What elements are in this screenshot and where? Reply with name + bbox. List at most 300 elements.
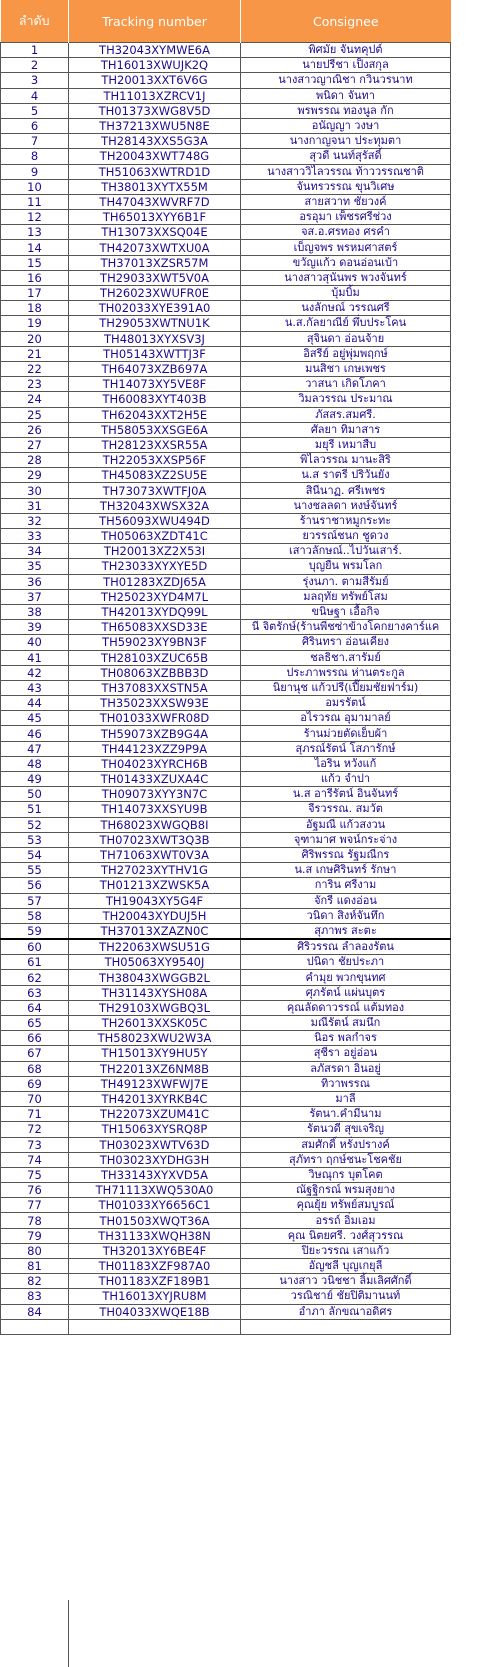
tracking-number-cell: TH47043XWVRF7D [69,194,241,209]
row-number-cell: 67 [1,1046,69,1061]
row-number-cell: 61 [1,955,69,970]
table-row [1,1228,451,1243]
table-row [1,832,451,847]
consignee-cell: สุภัทรา ฤกษ์ชนะโชคชัย [241,1152,451,1167]
table-row [1,407,451,422]
consignee-cell: สุชีรา อยู่อ่อน [241,1046,451,1061]
tracking-number-cell: TH29033XWT5V0A [69,270,241,285]
consignee-cell: พรพรรณ ทองนูล กัก [241,103,451,118]
header-tracking-number: Tracking number [69,0,241,43]
row-number-cell: 25 [1,407,69,422]
row-number-cell: 7 [1,134,69,149]
row-number-cell: 59 [1,923,69,939]
row-number-cell: 58 [1,908,69,923]
tracking-number-cell: TH16013XYJRU8M [69,1289,241,1304]
table-row [1,361,451,376]
tracking-number-cell: TH19043XY5G4F [69,893,241,908]
tracking-number-cell: TH65083XXSD33E [69,620,241,635]
table-row [1,286,451,301]
table-row [1,225,451,240]
row-number-cell: 10 [1,179,69,194]
tracking-number-cell: TH01033XWFR08D [69,711,241,726]
empty-cell-border [0,1600,69,1667]
row-number-cell: 34 [1,544,69,559]
tracking-number-cell: TH31143XYSH08A [69,985,241,1000]
row-number-cell: 69 [1,1076,69,1091]
tracking-number-cell: TH38013XYTX55M [69,179,241,194]
consignee-cell: รุ่งนภา. ตามสีรัมย์ [241,574,451,589]
tracking-number-cell: TH42013XYDQ99L [69,604,241,619]
consignee-cell: การิน ศรีงาม [241,878,451,893]
tracking-number-cell: TH60083XYT403B [69,392,241,407]
consignee-cell: วิมลวรรณ ประมาณ [241,392,451,407]
consignee-cell: ศัลยา ทิมาสาร [241,422,451,437]
row-number-cell: 72 [1,1122,69,1137]
table-row [1,574,451,589]
tracking-number-cell: TH59023XY9BN3F [69,635,241,650]
row-number-cell: 40 [1,635,69,650]
table-row [1,1213,451,1228]
row-number-cell: 49 [1,772,69,787]
consignee-cell: จีรวรรณ. สมวัต [241,802,451,817]
tracking-number-cell: TH01213XZWSK5A [69,878,241,893]
tracking-number-cell: TH01283XZDJ65A [69,574,241,589]
consignee-cell: อิสรีย์ อยู่พุ่มพฤกษ์ [241,346,451,361]
table-row [1,210,451,225]
row-number-cell: 16 [1,270,69,285]
row-number-cell: 68 [1,1061,69,1076]
table-row [1,58,451,73]
table-row [1,696,451,711]
tracking-number-cell: TH04023XYRCH6B [69,756,241,771]
table-row [1,483,451,498]
table-row [1,1259,451,1274]
consignee-cell: น.ส ราตรี ปริวันยัง [241,468,451,483]
table-row [1,650,451,665]
row-number-cell: 38 [1,604,69,619]
tracking-number-cell: TH42013XYRKB4C [69,1091,241,1106]
consignee-cell: สุภาพร สะตะ [241,923,451,939]
row-number-cell: 3 [1,73,69,88]
table-row [1,513,451,528]
consignee-cell: รัตนวดี สุขเจริญ [241,1122,451,1137]
table-row [1,756,451,771]
row-number-cell: 80 [1,1243,69,1258]
table-row [1,908,451,923]
table-row [1,787,451,802]
row-number-cell: 47 [1,741,69,756]
tracking-number-cell: TH28143XXS5G3A [69,134,241,149]
tracking-number-cell: TH42073XWTXU0A [69,240,241,255]
consignee-cell: ปนิดา ชัยประภา [241,955,451,970]
tracking-number-cell: TH58053XXSGE6A [69,422,241,437]
consignee-cell: จส.อ.ศรทอง ศรคำ [241,225,451,240]
tracking-number-cell: TH65013XYY6B1F [69,210,241,225]
row-number-cell: 23 [1,377,69,392]
row-number-cell: 42 [1,665,69,680]
tracking-number-cell: TH08063XZBBB3D [69,665,241,680]
tracking-number-cell: TH25023XYD4M7L [69,589,241,604]
row-number-cell: 62 [1,970,69,985]
tracking-number-cell: TH20043XYDUJ5H [69,908,241,923]
tracking-number-cell: TH01503XWQT36A [69,1213,241,1228]
tracking-number-cell: TH14073XXSYU9B [69,802,241,817]
table-row [1,1107,451,1122]
consignee-cell: รัตนา.คำมีนาม [241,1107,451,1122]
tracking-number-cell: TH33143XYXVD5A [69,1167,241,1182]
tracking-number-cell: TH28103XZUC65B [69,650,241,665]
row-number-cell: 6 [1,118,69,133]
row-number-cell: 15 [1,255,69,270]
header-row [1,0,451,43]
row-number-cell: 19 [1,316,69,331]
tracking-number-cell: TH32013XY6BE4F [69,1243,241,1258]
tracking-number-cell: TH15063XYSRQ8P [69,1122,241,1137]
tracking-number-cell: TH45083XZ2SU5E [69,468,241,483]
tracking-number-cell: TH64073XZB697A [69,361,241,376]
table-row [1,635,451,650]
table-row [1,1183,451,1198]
table-row [1,955,451,970]
tracking-number-cell: TH28123XXSR55A [69,437,241,452]
table-row [1,1122,451,1137]
consignee-cell: สุวดี นนท์สุรัสดิ์ [241,149,451,164]
table-row [1,316,451,331]
tracking-number-cell: TH29103XWGBQ3L [69,1000,241,1015]
table-row [1,422,451,437]
tracking-number-cell: TH02033XYE391A0 [69,301,241,316]
table-row [1,240,451,255]
tracking-number-cell: TH22053XXSP56F [69,453,241,468]
header-consignee: Consignee [241,0,451,43]
row-number-cell: 43 [1,680,69,695]
row-number-cell: 45 [1,711,69,726]
consignee-cell: ขนิษฐา เอื้อกิจ [241,604,451,619]
row-number-cell: 21 [1,346,69,361]
table-row [1,1091,451,1106]
consignee-cell: นางชลลดา หงษ์จันทร์ [241,498,451,513]
table-row [1,1046,451,1061]
tracking-number-cell: TH11013XZRCV1J [69,88,241,103]
tracking-number-cell: TH16013XWUJK2Q [69,58,241,73]
row-number-cell: 60 [1,939,69,955]
empty-cell [1,1319,69,1334]
table-row [1,741,451,756]
table-row [1,970,451,985]
consignee-cell: ปิยะวรรณ เสาแก้ว [241,1243,451,1258]
tracking-number-cell: TH68023XWGQB8I [69,817,241,832]
tracking-number-cell: TH32043XYMWE6A [69,43,241,58]
tracking-number-cell: TH37213XWU5N8E [69,118,241,133]
consignee-cell: ศุภรัตน์ แผ่นบุตร [241,985,451,1000]
consignee-cell: วิษณุกร บุตโคต [241,1167,451,1182]
table-row [1,301,451,316]
consignee-cell: ณัฐฐิกรณ์ พรมสุงยาง [241,1183,451,1198]
row-number-cell: 35 [1,559,69,574]
tracking-number-cell: TH48013XYXSV3J [69,331,241,346]
table-body [1,43,451,1335]
row-number-cell: 28 [1,453,69,468]
consignee-cell: นงลักษณ์ วรรณศรี [241,301,451,316]
row-number-cell: 71 [1,1107,69,1122]
table-row [1,529,451,544]
consignee-cell: ประภาพรรณ ห่านตระกูล [241,665,451,680]
tracking-number-cell: TH03023XYDHG3H [69,1152,241,1167]
empty-row [1,1319,451,1334]
tracking-number-cell: TH31133XWQH38N [69,1228,241,1243]
row-number-cell: 83 [1,1289,69,1304]
consignee-cell: พิศมัย จันทคุปต์ [241,43,451,58]
row-number-cell: 1 [1,43,69,58]
table-row [1,1000,451,1015]
tracking-number-cell: TH49123XWFWJ7E [69,1076,241,1091]
consignee-cell: เบ็ญจพร พรหมศาสตร์ [241,240,451,255]
row-number-cell: 76 [1,1183,69,1198]
consignee-cell: นิยานุช แก้วปรี(เปี๊ยมชัยฟาร์ม) [241,680,451,695]
consignee-cell: อัฐมณี แก้วสงวน [241,817,451,832]
tracking-number-cell: TH14073XY5VE8F [69,377,241,392]
consignee-cell: มาลี [241,1091,451,1106]
table-row [1,149,451,164]
tracking-number-cell: TH20013XZ2X53I [69,544,241,559]
row-number-cell: 74 [1,1152,69,1167]
row-number-cell: 53 [1,832,69,847]
consignee-cell: พิไลวรรณ มานะสิริ [241,453,451,468]
consignee-cell: บุ้มบิ้ม [241,286,451,301]
row-number-cell: 46 [1,726,69,741]
consignee-cell: น.ส อารีรัตน์ อินจันทร์ [241,787,451,802]
table-row [1,544,451,559]
tracking-number-cell: TH01033XY6656C1 [69,1198,241,1213]
tracking-number-cell: TH20013XXT6V6G [69,73,241,88]
table-row [1,1016,451,1031]
table-row [1,255,451,270]
table-row [1,43,451,58]
row-number-cell: 39 [1,620,69,635]
table-row [1,118,451,133]
row-number-cell: 11 [1,194,69,209]
tracking-number-cell: TH59073XZB9G4A [69,726,241,741]
tracking-number-cell: TH26023XWUFR0E [69,286,241,301]
table-row [1,498,451,513]
row-number-cell: 65 [1,1016,69,1031]
consignee-cell: แก้ว จำปา [241,772,451,787]
consignee-cell: มลฤทัย ทรัพย์โสม [241,589,451,604]
row-number-cell: 26 [1,422,69,437]
consignee-cell: นิอร พลกำจร [241,1031,451,1046]
tracking-number-cell: TH37013XZAZN0C [69,923,241,939]
table-row [1,1304,451,1319]
table-row [1,939,451,955]
table-row [1,711,451,726]
consignee-cell: จักรี แดงอ่อน [241,893,451,908]
row-number-cell: 30 [1,483,69,498]
consignee-cell: น.ส.กัลยาณีย์ พึ่บประโคน [241,316,451,331]
consignee-cell: ชลธิชา.สารัมย์ [241,650,451,665]
row-number-cell: 18 [1,301,69,316]
tracking-number-cell: TH05063XZDT41C [69,529,241,544]
consignee-cell: มณีรัตน์ สมนึก [241,1016,451,1031]
row-number-cell: 55 [1,863,69,878]
consignee-cell: ยวรรณ์ชนก ชูดวง [241,529,451,544]
row-number-cell: 2 [1,58,69,73]
tracking-number-cell: TH71113XWQ530A0 [69,1183,241,1198]
row-number-cell: 63 [1,985,69,1000]
consignee-cell: นางกาญจนา ประทุมตา [241,134,451,149]
header-order: ลำดับ [1,0,69,43]
tracking-number-cell: TH58023XWU2W3A [69,1031,241,1046]
tracking-number-cell: TH23033XYXYE5D [69,559,241,574]
table-row [1,847,451,862]
row-number-cell: 41 [1,650,69,665]
row-number-cell: 81 [1,1259,69,1274]
row-number-cell: 12 [1,210,69,225]
tracking-number-cell: TH51063XWTRD1D [69,164,241,179]
row-number-cell: 14 [1,240,69,255]
consignee-cell: ทิวาพรรณ [241,1076,451,1091]
consignee-cell: คุณลัดดาวรรณ์ แต้มทอง [241,1000,451,1015]
table-row [1,1076,451,1091]
row-number-cell: 20 [1,331,69,346]
tracking-number-cell: TH01183XZF987A0 [69,1259,241,1274]
consignee-cell: ร้านราชาหมูกระทะ [241,513,451,528]
consignee-cell: ศิริวรรณ ลำลองรัตน [241,939,451,955]
consignee-cell: อรรถ์ อิ่มเอม [241,1213,451,1228]
consignee-cell: คำมุย พวกขุนทศ [241,970,451,985]
consignee-cell: ศิริพรรณ รัฐมณีกร [241,847,451,862]
row-number-cell: 24 [1,392,69,407]
consignee-cell: สุภรณ์รัตน์ โสภารักษ์ [241,741,451,756]
consignee-cell: ร้านม่วยตัดเย็บผ้า [241,726,451,741]
table-row [1,1243,451,1258]
table-row [1,453,451,468]
table-row [1,802,451,817]
consignee-cell: วนิดา สิงห์จันทึก [241,908,451,923]
tracking-number-cell: TH15013XY9HU5Y [69,1046,241,1061]
row-number-cell: 64 [1,1000,69,1015]
table-row [1,680,451,695]
row-number-cell: 51 [1,802,69,817]
consignee-cell: จุฑามาศ พจน์กระจ่าง [241,832,451,847]
empty-cell [241,1319,451,1334]
tracking-number-cell: TH73073XWTFJ0A [69,483,241,498]
consignee-cell: บุญยืน พรมโลก [241,559,451,574]
table-row [1,73,451,88]
table-row [1,88,451,103]
table-row [1,604,451,619]
tracking-number-cell: TH27023XYTHV1G [69,863,241,878]
row-number-cell: 84 [1,1304,69,1319]
tracking-number-cell: TH22063XWSU51G [69,939,241,955]
table-row [1,620,451,635]
row-number-cell: 36 [1,574,69,589]
row-number-cell: 56 [1,878,69,893]
consignee-cell: สุจินดา อ่อนจ้าย [241,331,451,346]
table-row [1,194,451,209]
consignee-cell: มยุรี เหมาสืบ [241,437,451,452]
row-number-cell: 33 [1,529,69,544]
consignee-cell: อำภา ลักขณาอดิศร [241,1304,451,1319]
row-number-cell: 50 [1,787,69,802]
row-number-cell: 9 [1,164,69,179]
consignee-cell: อมรรัตน์ [241,696,451,711]
tracking-number-cell: TH38043XWGGB2L [69,970,241,985]
row-number-cell: 4 [1,88,69,103]
table-row [1,878,451,893]
table-row [1,179,451,194]
row-number-cell: 8 [1,149,69,164]
consignee-cell: น.ส เกษศิรินทร์ รักษา [241,863,451,878]
row-number-cell: 29 [1,468,69,483]
consignee-cell: วาสนา เกิดโภคา [241,377,451,392]
table-row [1,726,451,741]
table-row [1,1198,451,1213]
row-number-cell: 82 [1,1274,69,1289]
tracking-number-cell: TH13073XXSQ04E [69,225,241,240]
row-number-cell: 5 [1,103,69,118]
tracking-number-cell: TH44123XZZ9P9A [69,741,241,756]
consignee-cell: นายปรีชา เป็งสกุล [241,58,451,73]
table-row [1,1152,451,1167]
tracking-number-cell: TH04033XWQE18B [69,1304,241,1319]
tracking-number-cell: TH03023XWTV63D [69,1137,241,1152]
tracking-number-cell: TH05143XWTTJ3F [69,346,241,361]
row-number-cell: 31 [1,498,69,513]
table-row [1,772,451,787]
tracking-number-cell: TH37013XZSR57M [69,255,241,270]
row-number-cell: 57 [1,893,69,908]
row-number-cell: 27 [1,437,69,452]
consignee-cell: สินีนาฏ. ศรีเพชร [241,483,451,498]
table-row [1,377,451,392]
consignee-cell: อนัญญา วงษา [241,118,451,133]
consignee-cell: ศิรินทรา อ่อนเคียง [241,635,451,650]
table-row [1,1061,451,1076]
table-row [1,1167,451,1182]
tracking-number-cell: TH71063XWT0V3A [69,847,241,862]
table-row [1,270,451,285]
row-number-cell: 79 [1,1228,69,1243]
row-number-cell: 52 [1,817,69,832]
consignee-cell: นางสาววิไลวรรณ ท้าววรรณชาติ [241,164,451,179]
table-row [1,923,451,939]
tracking-number-cell: TH20043XWT748G [69,149,241,164]
row-number-cell: 78 [1,1213,69,1228]
row-number-cell: 66 [1,1031,69,1046]
consignee-cell: มนสิชา เกษเพชร [241,361,451,376]
tracking-number-cell: TH32043XWSX32A [69,498,241,513]
row-number-cell: 17 [1,286,69,301]
consignee-cell: เสาวลักษณ์..ไปวันเสาร์. [241,544,451,559]
row-number-cell: 13 [1,225,69,240]
consignee-cell: อรอุมา เพ็ชรศรีช่วง [241,210,451,225]
row-number-cell: 48 [1,756,69,771]
table-row [1,164,451,179]
row-number-cell: 75 [1,1167,69,1182]
table-row [1,1289,451,1304]
tracking-number-cell: TH01183XZF189B1 [69,1274,241,1289]
table-row [1,1137,451,1152]
empty-cell [69,1319,241,1334]
tracking-number-cell: TH26013XXSK05C [69,1016,241,1031]
table-row [1,589,451,604]
tracking-number-cell: TH22073XZUM41C [69,1107,241,1122]
consignee-cell: คุณ นิตยศรี. วงศ์สุวรรณ [241,1228,451,1243]
tracking-number-cell: TH09073XYY3N7C [69,787,241,802]
table-row [1,437,451,452]
consignee-cell: จันทรวรรณ ขุนวิเศษ [241,179,451,194]
row-number-cell: 77 [1,1198,69,1213]
